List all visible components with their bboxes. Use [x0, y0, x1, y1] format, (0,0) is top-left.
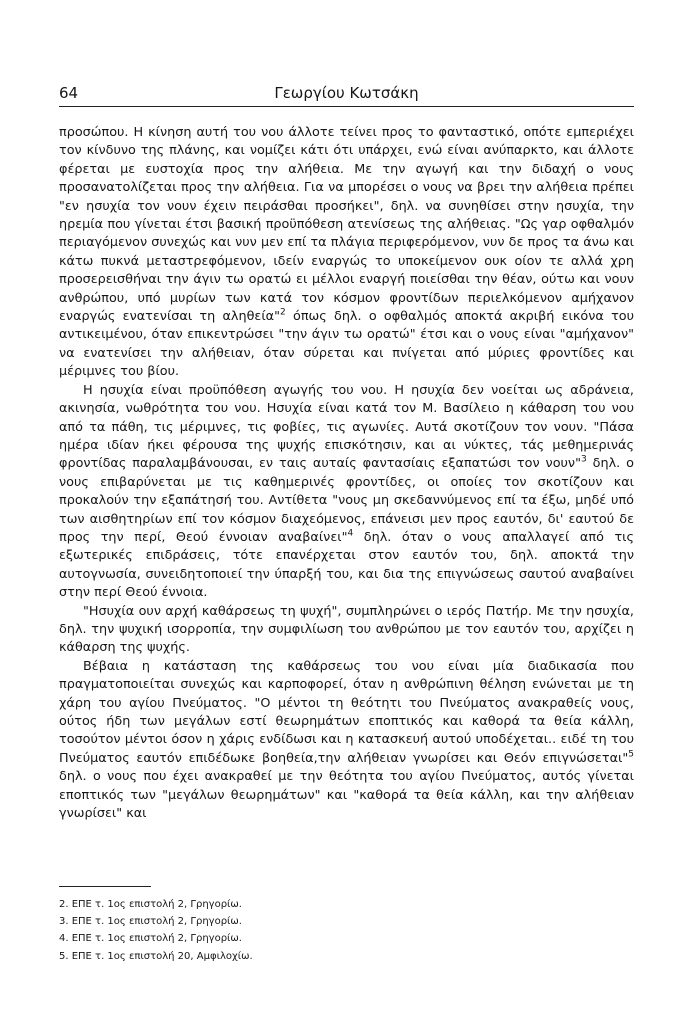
paragraph-1-text-b: όπως δηλ. ο οφθαλμός αποκτά ακριβή εικόνα του αντικειμένου, όταν επικεντρώσει "την άγιν τω ορατώ" έτσι και ο νους είναι "αμήχανον" να ενατενίσει την αλήθειαν, όταν σύρεται και πνίγεται από μύριες φροντίδες και μέριμνες του βίου. [59, 309, 635, 380]
footnote-4: 4. ΕΠΕ τ. 1ος επιστολή 2, Γρηγορίω. [59, 933, 242, 945]
footnotes [59, 896, 634, 965]
paragraph-4-text-b: δηλ. ο νους που έχει ανακραθεί με την θεότητα του αγίου Πνεύματος, αυτός γίνεται εποπτικός των "μεγάλων θεωρημάτων" και "καθορά τα θεία κάλλη, και την αλήθειαν γνωρίσει" και [59, 769, 634, 822]
paragraph-2-text-b: δηλ. ο νους επιβαρύνεται με τις καθημερινές φροντίδες, οι οποίες τον σκοτίζουν και προκαλούν την εξαπάτησή του. Αντίθετα "νους μη σκεδαννύμενος επί τα έξω, μηδέ υπό των αισθητηρίων επί τον κόσμον διαχεόμενος, επάνεισι μεν προς εαυτόν, δι' εαυτού δε προς την περί, Θεού έννοιαν αναβαίνει" [59, 456, 635, 545]
footnote-5: 5. ΕΠΕ τ. 1ος επιστολή 20, Αμφιλοχίω. [59, 950, 253, 962]
paragraph-2-text-c: δηλ. όταν ο νους απαλλαγεί από τις εξωτερικές επιδράσεις, τότε επανέρχεται στον εαυτόν του, δηλ. αποκτά την αυτογνωσία, συνειδητοποιεί την ύπαρξή του, και δια της επιγνώσεως σαυτού αναβαίνει στην περί Θεού έννοια. [59, 529, 634, 601]
footnote-ref-4: 4 [347, 528, 354, 539]
running-title: Γεωργίου Κωτσάκη [274, 84, 419, 102]
paragraph-1-text-a: προσώπου. Η κίνηση αυτή του νου άλλοτε τείνει προς το φανταστικό, οπότε εμπεριέχει τον κίνδυνο της πλάνης, και νομίζει κάτι ότι υπάρχει, ενώ είναι ανύπαρκτο, και άλλοτε φέρεται με ευστοχία προς την αλήθεια. Με την αγωγή και την διδαχή ο νους προσανατολίζεται προς την αλήθεια. Για να μπορέσει ο νους να βρει την αλήθεια πρέπει "εν ησυχία τον νουν έχειν πειράσθαι προσήκει", δηλ. να συνηθίσει στην ησυχία, την ηρεμία που γίνεται έτσι βασική προϋπόθεση ατενίσεως της αλήθειας. "Ως γαρ οφθαλμόν περιαγόμενον συνεχώς και νυν μεν επί τα πλάγια περιφερόμενον, νυν δε προς τα άνω και κάτω πυκνά μεταστρεφόμενον, ιδείν εναργώς το υποκείμενον ουκ οίον τε αλλά χρη προσερεισθήναι την άγιν τω ορατώ ει μέλλοι εναργή ποιείσθαι την θέαν, ούτω και νουν ανθρώπου, υπό μυρίων των κατά τον κόσμον φροντίδων περιελκόμενον αμήχανον εναργώς ενατενίσαι τη αληθεία" [59, 125, 634, 325]
footnote-3: 3. ΕΠΕ τ. 1ος επιστολή 2, Γρηγορίω. [59, 916, 242, 928]
page-header [59, 84, 634, 107]
footnote-ref-5: 5 [628, 749, 634, 760]
footnote-2: 2. ΕΠΕ τ. 1ος επιστολή 2, Γρηγορίω. [59, 899, 242, 910]
body-text [59, 124, 634, 823]
paragraph-2 [59, 382, 634, 603]
paragraph-4 [59, 658, 634, 824]
paragraph-3: "Ησυχία ουν αρχή καθάρσεως τη ψυχή", συμπληρώνει ο ιερός Πατήρ. Με την ησυχία, δηλ. την ψυχική ισορροπία, την συμφιλίωση του ανθρώπου με τον εαυτόν του, αρχίζει η κάθαρση της ψυχής. [59, 603, 634, 656]
page-number: 64 [59, 84, 79, 102]
paragraph-1 [59, 124, 634, 382]
paragraph-4-text-a: Βέβαια η κατάσταση της καθάρσεως του νου είναι μία διαδικασία που πραγματοποιείται συνεχώς και καρποφορεί, όταν η ανθρώπινη θέληση ενώνεται με τη χάρη του αγίου Πνεύματος. "Ο μέντοι τη θεότητι του Πνεύματος ανακραθείς νους, ούτος ήδη των μεγάλων εστί θεωρημάτων εποπτικός και καθορά τα θεία κάλλη, τοσούτον μέντοι όσον η χάρις ενδίδωσι και η κατασκευή αυτού υποδέχεται.. ειδέ τη του Πνεύματος εαυτόν επιδέδωκε βοηθεία,την αλήθειαν γνωρίσει και Θεόν επιγνώσεται" [59, 658, 634, 766]
footnote-ref-2: 2 [280, 307, 286, 318]
paragraph-2-text-a: Η ησυχία είναι προϋπόθεση αγωγής του νου. Η ησυχία δεν νοείται ως αδράνεια, ακινησία, νωθρότητα του νου. Ησυχία είναι κατά τον Μ. Βασίλειο η κάθαρση του νου από τα πάθη, τις μέριμνες, τις φοβίες, τις αγωνίες. Αυτά σκοτίζουν τον νουν. "Πάσα ημέρα ιδίαν ήκει φέρουσα της ψυχής επισκότησιν, και αι νύκτες, τάς μεθημερινάς φροντίδας παραλαμβάνουσαι, εν ταις αυταίς φαντασίαις εξαπατώσι τον νουν" [59, 382, 634, 472]
footnote-divider [59, 886, 151, 887]
footnote-ref-3: 3 [580, 455, 587, 466]
